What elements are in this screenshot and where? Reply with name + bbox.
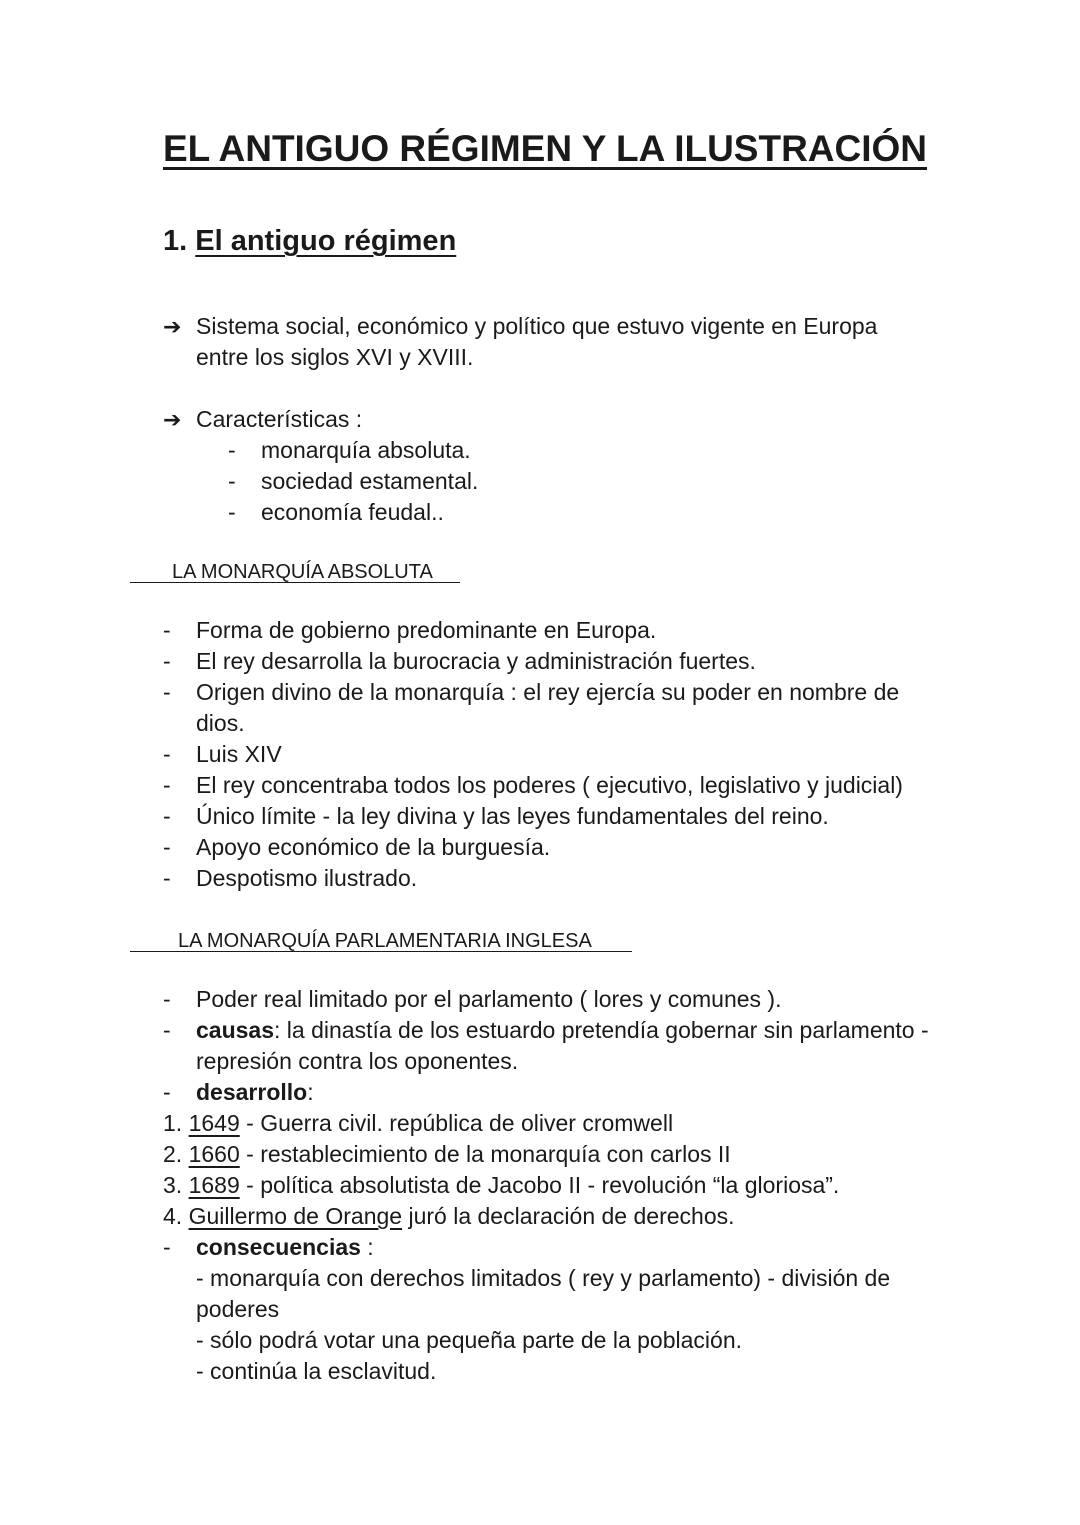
event-year: 1689 [188, 1172, 240, 1198]
consequences-label: consecuencias [196, 1234, 361, 1260]
development-item [196, 1077, 314, 1108]
subsection-heading: LA MONARQUÍA ABSOLUTA [172, 561, 433, 583]
dash-bullet: - [163, 1234, 171, 1260]
event-year: 1660 [188, 1141, 240, 1167]
consequence-line: - continúa la esclavitud. [196, 1358, 437, 1384]
numbered-item [163, 1139, 731, 1170]
consequence-line: poderes [196, 1296, 280, 1322]
dash-bullet: - [163, 741, 171, 767]
arrow-bullet-icon: ➔ [163, 314, 182, 339]
characteristics-label: Características : [196, 406, 363, 432]
list-item: Único límite - la ley divina y las leyes fundamentales del reino. [196, 803, 829, 829]
list-item: Forma de gobierno predominante en Europa. [196, 617, 657, 643]
list-item: monarquía absoluta. [261, 437, 471, 463]
dash-bullet: - [163, 679, 171, 705]
list-item: economía feudal.. [261, 499, 444, 525]
section-title: El antiguo régimen [195, 225, 457, 257]
dash-bullet: - [163, 617, 171, 643]
list-item: Apoyo económico de la burguesía. [196, 834, 551, 860]
list-item: Poder real limitado por el parlamento ( lores y comunes ). [196, 986, 782, 1012]
development-colon: : [307, 1079, 314, 1105]
list-item: Origen divino de la monarquía : el rey ejercía su poder en nombre de [196, 679, 900, 705]
consequence-line: - monarquía con derechos limitados ( rey y parlamento) - división de [196, 1265, 891, 1291]
item-number: 1. [163, 1110, 183, 1136]
dash-bullet: - [163, 1017, 171, 1043]
definition-line: Sistema social, económico y político que estuvo vigente en Europa [196, 313, 878, 339]
dash-bullet: - [163, 834, 171, 860]
causes-label: causas [196, 1017, 275, 1043]
event-text: - Guerra civil. república de oliver cromwell [239, 1110, 674, 1136]
consequences-item [196, 1232, 374, 1263]
numbered-item [163, 1170, 839, 1201]
event-person: Guillermo de Orange [188, 1203, 403, 1229]
event-text: - restablecimiento de la monarquía con carlos II [239, 1141, 731, 1167]
development-label: desarrollo [196, 1079, 308, 1105]
event-text: juró la declaración de derechos. [402, 1203, 735, 1229]
dash-bullet: - [163, 865, 171, 891]
dash-bullet: - [163, 1079, 171, 1105]
section-heading [163, 225, 456, 258]
numbered-item [163, 1201, 735, 1232]
dash-bullet: - [163, 803, 171, 829]
item-number: 3. [163, 1172, 183, 1198]
list-item-continuation: represión contra los oponentes. [196, 1048, 519, 1074]
subsection-heading: LA MONARQUÍA PARLAMENTARIA INGLESA [178, 930, 592, 952]
item-number: 4. [163, 1203, 183, 1229]
causes-text: : la dinastía de los estuardo pretendía gobernar sin parlamento - [274, 1017, 929, 1043]
dash-bullet: - [163, 772, 171, 798]
event-year: 1649 [188, 1110, 240, 1136]
numbered-item [163, 1108, 673, 1139]
list-item: Despotismo ilustrado. [196, 865, 418, 891]
list-item: sociedad estamental. [261, 468, 479, 494]
page-title: EL ANTIGUO RÉGIMEN Y LA ILUSTRACIÓN [163, 128, 928, 169]
definition-line: entre los siglos XVI y XVIII. [196, 344, 474, 370]
event-text: - política absolutista de Jacobo II - revolución “la gloriosa”. [239, 1172, 840, 1198]
arrow-bullet-icon: ➔ [163, 407, 182, 432]
causes-item [196, 1015, 929, 1046]
dash-bullet: - [228, 468, 236, 494]
consequences-colon: : [360, 1234, 374, 1260]
consequence-line: - sólo podrá votar una pequeña parte de la población. [196, 1327, 743, 1353]
list-item: El rey desarrolla la burocracia y administración fuertes. [196, 648, 756, 674]
dash-bullet: - [163, 986, 171, 1012]
list-item-continuation: dios. [196, 710, 245, 736]
dash-bullet: - [228, 499, 236, 525]
dash-bullet: - [163, 648, 171, 674]
list-item: Luis XIV [196, 741, 282, 767]
list-item: El rey concentraba todos los poderes ( ejecutivo, legislativo y judicial) [196, 772, 903, 798]
dash-bullet: - [228, 437, 236, 463]
section-number: 1. [163, 225, 188, 257]
item-number: 2. [163, 1141, 183, 1167]
